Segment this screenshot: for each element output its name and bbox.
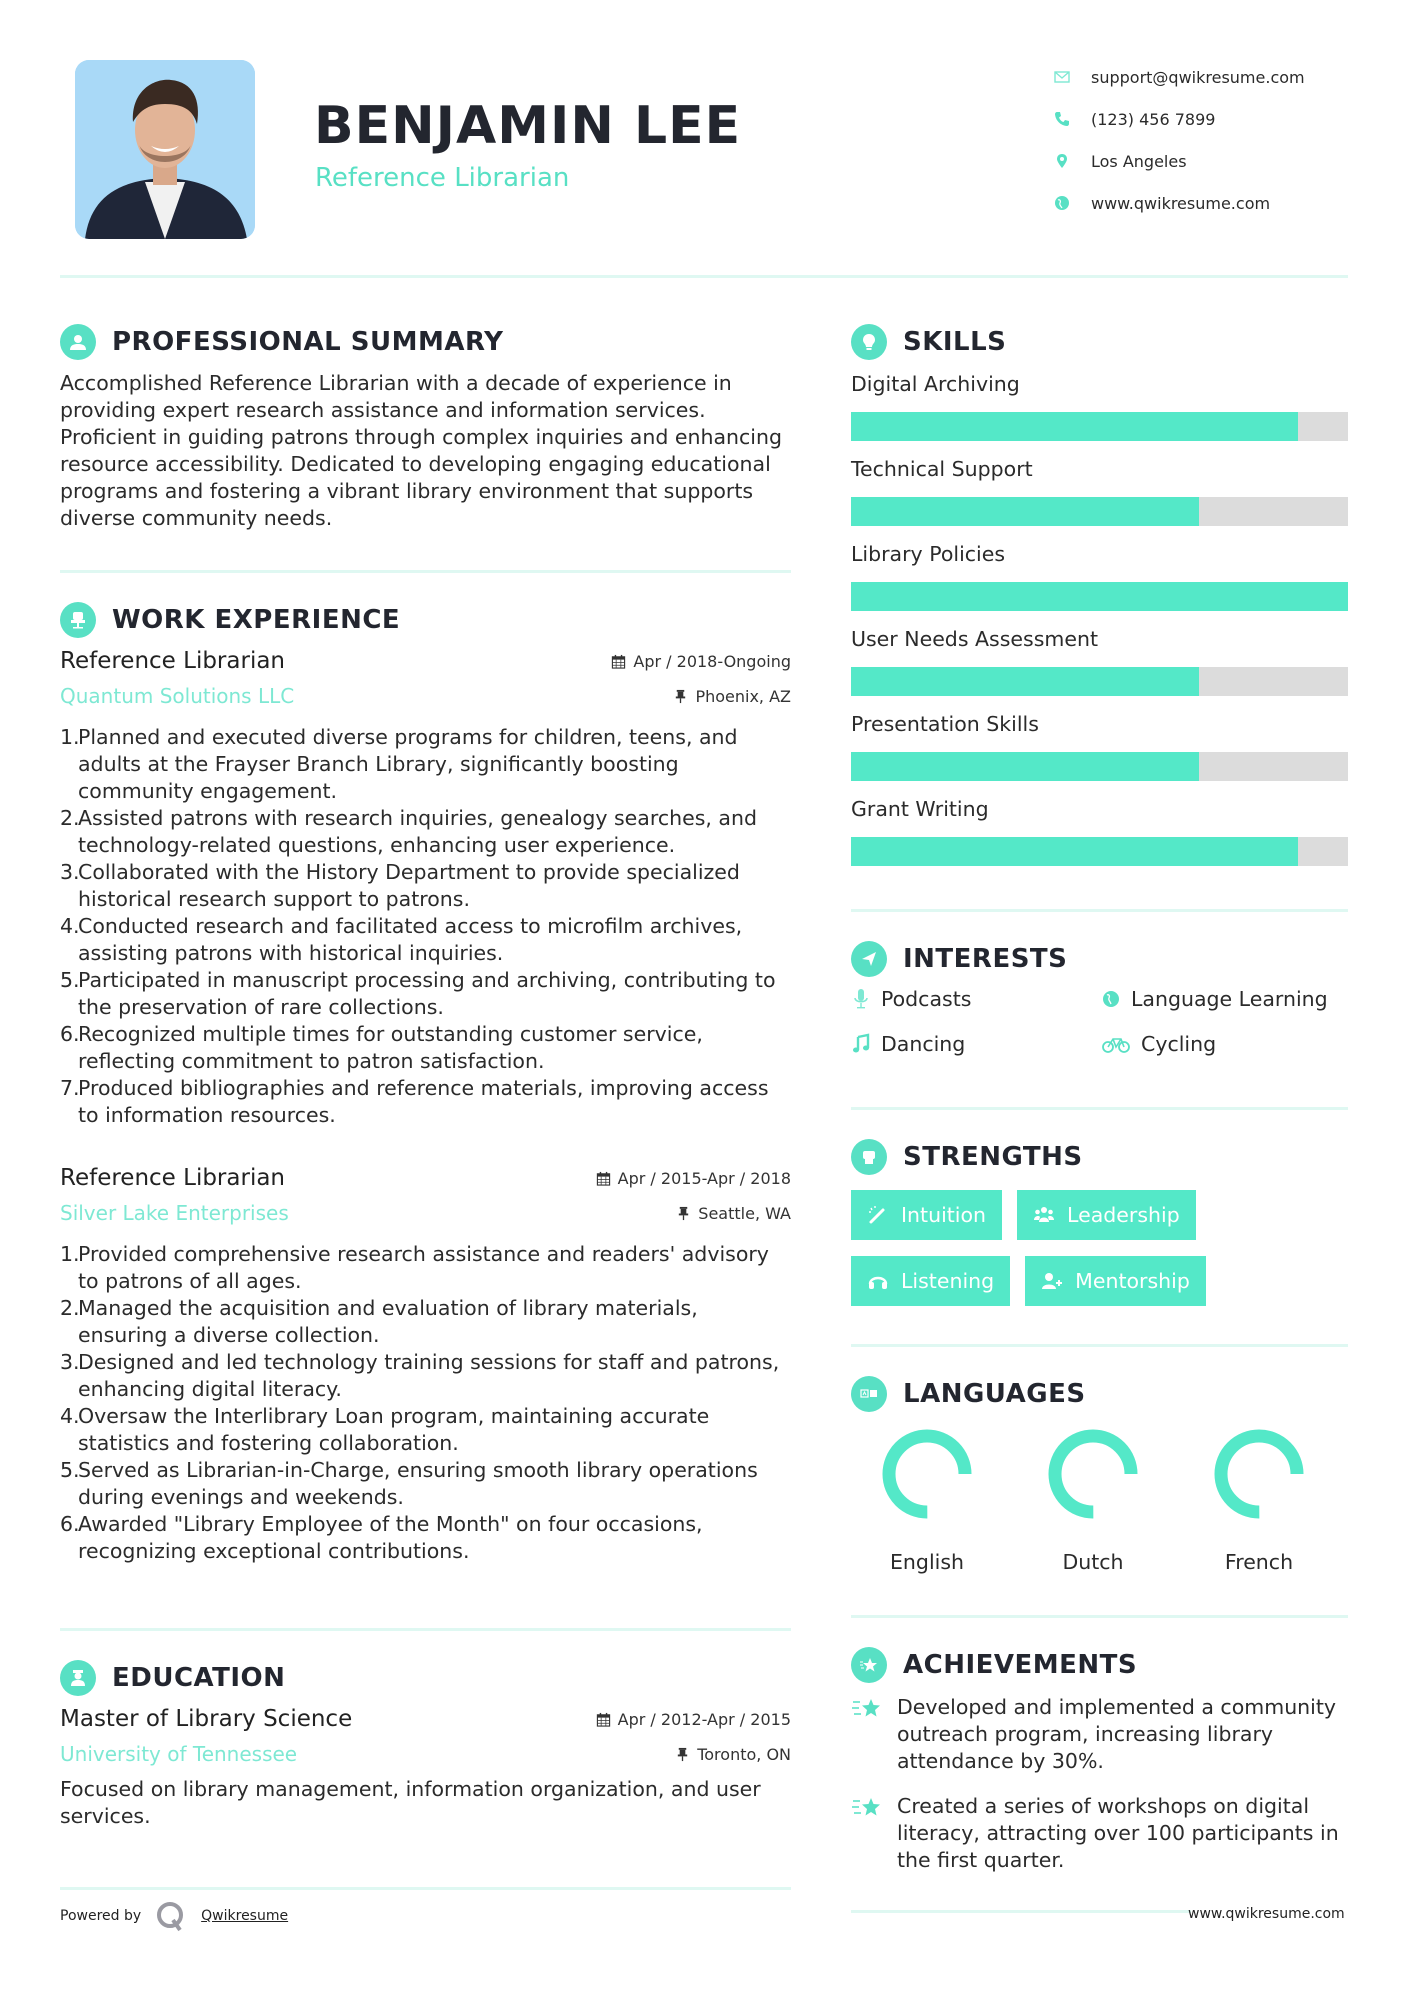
achievements-heading [851, 1647, 1137, 1683]
education-location-text: Toronto, ON [697, 1744, 791, 1764]
lightbulb-icon [851, 324, 887, 360]
paper-plane-icon [851, 941, 887, 977]
experience-title: WORK EXPERIENCE [112, 605, 401, 635]
interest-label: Podcasts [881, 986, 972, 1011]
job-bullet: 6. Recognized multiple times for outstanding customer service, reflecting commitment to patron satisfaction. [60, 1022, 703, 1073]
strengths-title: STRENGTHS [903, 1142, 1083, 1172]
person-portrait-icon [75, 60, 255, 239]
magic-wand-icon [867, 1204, 889, 1226]
language-item [851, 1428, 1017, 1574]
pushpin-icon [676, 1206, 691, 1221]
contact-email-text: support@qwikresume.com [1091, 67, 1305, 87]
skill-bar [851, 497, 1348, 526]
achievements-list [851, 1694, 1351, 1892]
interest-label: Language Learning [1131, 986, 1328, 1011]
job-company: Quantum Solutions LLC [60, 684, 295, 708]
skill-fill [851, 837, 1298, 866]
skill-fill [851, 497, 1199, 526]
contact-phone-text: (123) 456 7899 [1091, 109, 1216, 129]
degree-title: Master of Library Science [60, 1706, 353, 1732]
calendar-icon [611, 654, 626, 669]
bicycle-icon [1101, 1033, 1131, 1055]
language-item [1017, 1428, 1183, 1574]
divider-languages [851, 1615, 1348, 1618]
skill-bar [851, 412, 1348, 441]
language-name: Dutch [1062, 1550, 1124, 1574]
job-location [676, 1204, 791, 1223]
job-company: Silver Lake Enterprises [60, 1201, 289, 1225]
skill-name: Grant Writing [851, 797, 989, 821]
skill-item [851, 540, 1348, 625]
candidate-name: BENJAMIN LEE [314, 96, 742, 156]
contact-list [1053, 56, 1305, 224]
job-bullets [60, 1241, 791, 1565]
job-location-text: Seattle, WA [698, 1203, 791, 1223]
skills-list [851, 370, 1348, 880]
job-dates-text: Apr / 2018-Ongoing [633, 651, 791, 671]
fist-icon [851, 1139, 887, 1175]
language-progress-ring [881, 1428, 973, 1520]
skill-bar [851, 667, 1348, 696]
strength-chip [1017, 1190, 1196, 1240]
job-bullet: 5. Served as Librarian-in-Charge, ensuring smooth library operations during evenings and weekends. [60, 1458, 758, 1509]
divider-summary [60, 570, 791, 573]
job-location-text: Phoenix, AZ [695, 686, 791, 706]
job-bullet: 1. Planned and executed diverse programs for children, teens, and adults at the Frayser Branch Library, significantly boosting community engagement. [60, 725, 738, 803]
globe-icon [1053, 194, 1071, 212]
education-heading [60, 1660, 285, 1696]
achievement-item [851, 1694, 1351, 1775]
skill-name: User Needs Assessment [851, 627, 1098, 651]
divider-interests [851, 1107, 1348, 1110]
skill-fill [851, 752, 1199, 781]
interests-list [851, 985, 1351, 1057]
job-bullet: 2. Managed the acquisition and evaluation of library materials, ensuring a diverse collection. [60, 1296, 698, 1347]
contact-website-text: www.qwikresume.com [1091, 193, 1271, 213]
skill-name: Digital Archiving [851, 372, 1020, 396]
job-title: Reference Librarian [60, 648, 286, 674]
skill-bar [851, 837, 1348, 866]
education-description: Focused on library management, information organization, and user services. [60, 1777, 761, 1828]
skills-title: SKILLS [903, 327, 1007, 357]
skill-name: Library Policies [851, 542, 1006, 566]
interest-item [1101, 1030, 1351, 1057]
qwikresume-link[interactable]: Qwikresume [201, 1908, 289, 1924]
interest-label: Cycling [1141, 1031, 1217, 1056]
job-bullet: 4. Oversaw the Interlibrary Loan program, maintaining accurate statistics and fostering collaboration. [60, 1404, 710, 1455]
divider-experience [60, 1628, 791, 1631]
divider-footer-right [851, 1910, 1191, 1913]
interest-item [851, 985, 1101, 1012]
education-location [675, 1745, 791, 1764]
job-bullet: 7. Produced bibliographies and reference materials, improving access to information resources. [60, 1076, 769, 1127]
languages-heading [851, 1376, 1086, 1412]
contact-location-text: Los Angeles [1091, 151, 1187, 171]
pushpin-icon [675, 1747, 690, 1762]
strengths-list [851, 1190, 1351, 1322]
achievement-text: Developed and implemented a community outreach program, increasing library attendance by 30%. [897, 1695, 1337, 1773]
school-name: University of Tennessee [60, 1742, 298, 1766]
skill-item [851, 795, 1348, 880]
skill-item [851, 625, 1348, 710]
translate-icon [851, 1376, 887, 1412]
envelope-icon [1053, 68, 1071, 86]
divider-skills [851, 909, 1348, 912]
skill-name: Presentation Skills [851, 712, 1039, 736]
education-entry [60, 1706, 791, 1830]
summary-heading [60, 324, 503, 360]
powered-by [60, 1900, 288, 1932]
skill-fill [851, 667, 1199, 696]
strength-label: Leadership [1067, 1203, 1180, 1227]
interest-label: Dancing [881, 1031, 966, 1056]
pushpin-icon [673, 689, 688, 704]
user-plus-icon [1041, 1270, 1063, 1292]
skills-heading [851, 324, 1006, 360]
education-dates [596, 1710, 791, 1729]
divider-education [60, 1887, 791, 1890]
footer-url[interactable]: www.qwikresume.com [1188, 1906, 1345, 1922]
star-icon [851, 1696, 883, 1722]
job-bullet: 3. Collaborated with the History Department to provide specialized historical research support to patrons. [60, 860, 740, 911]
language-progress-ring [1047, 1428, 1139, 1520]
skill-item [851, 455, 1348, 540]
language-name: English [889, 1550, 965, 1574]
qwikresume-logo-icon [155, 1900, 187, 1932]
users-icon [1033, 1204, 1055, 1226]
job-title: Reference Librarian [60, 1165, 286, 1191]
job-location [673, 687, 791, 706]
contact-website[interactable] [1053, 182, 1305, 224]
achievements-title: ACHIEVEMENTS [903, 1650, 1138, 1680]
strength-label: Intuition [901, 1203, 987, 1227]
phone-icon [1053, 110, 1071, 128]
chair-icon [60, 602, 96, 638]
interest-item [1101, 985, 1351, 1012]
strength-label: Mentorship [1075, 1269, 1190, 1293]
skill-bar [851, 582, 1348, 611]
job-bullet: 5. Participated in manuscript processing and archiving, contributing to the preservation of rare collections. [60, 968, 776, 1019]
summary-text: Accomplished Reference Librarian with a decade of experience in providing expert research assistance and information services. Proficient in guiding patrons through complex inquiries and enhancing resource accessibility. Dedicated to developing engaging educational programs and fostering a vibrant library environment that supports diverse community needs. [60, 371, 783, 530]
skill-fill [851, 412, 1298, 441]
contact-email[interactable] [1053, 56, 1305, 98]
contact-phone[interactable] [1053, 98, 1305, 140]
languages-list [851, 1428, 1349, 1574]
microphone-icon [851, 988, 871, 1010]
skill-bar [851, 752, 1348, 781]
strengths-heading [851, 1139, 1083, 1175]
job-bullets [60, 724, 791, 1129]
job-entry [60, 648, 791, 1129]
skill-item [851, 710, 1348, 795]
job-dates [596, 1169, 791, 1188]
achievement-item [851, 1793, 1351, 1874]
contact-location [1053, 140, 1305, 182]
language-progress-ring [1213, 1428, 1305, 1520]
strength-chip [851, 1256, 1010, 1306]
calendar-icon [596, 1171, 611, 1186]
interests-title: INTERESTS [903, 944, 1068, 974]
star-badge-icon [851, 1647, 887, 1683]
calendar-icon [596, 1712, 611, 1727]
strength-label: Listening [901, 1269, 995, 1293]
map-pin-icon [1053, 152, 1071, 170]
divider-strengths [851, 1344, 1348, 1347]
skill-item [851, 370, 1348, 455]
powered-by-label: Powered by [60, 1908, 142, 1924]
job-dates [611, 652, 791, 671]
profile-photo [75, 60, 255, 239]
languages-title: LANGUAGES [903, 1379, 1086, 1409]
skill-name: Technical Support [851, 457, 1033, 481]
experience-heading [60, 602, 400, 638]
graduate-icon [60, 1660, 96, 1696]
headphones-icon [867, 1270, 889, 1292]
skill-fill [851, 582, 1348, 611]
job-bullet: 4. Conducted research and facilitated access to microfilm archives, assisting patrons with historical inquiries. [60, 914, 743, 965]
strength-chip [851, 1190, 1002, 1240]
job-bullet: 3. Designed and led technology training sessions for staff and patrons, enhancing digital literacy. [60, 1350, 780, 1401]
job-bullet: 6. Awarded "Library Employee of the Month" on four occasions, recognizing exceptional contributions. [60, 1512, 703, 1563]
interests-heading [851, 941, 1067, 977]
achievement-text: Created a series of workshops on digital literacy, attracting over 100 participants in the first quarter. [897, 1794, 1339, 1872]
education-dates-text: Apr / 2012-Apr / 2015 [617, 1709, 791, 1729]
summary-title: PROFESSIONAL SUMMARY [112, 327, 504, 357]
language-item [1183, 1428, 1349, 1574]
star-icon [851, 1795, 883, 1821]
job-bullet: 1. Provided comprehensive research assistance and readers' advisory to patrons of all ages. [60, 1242, 769, 1293]
strength-chip [1025, 1256, 1206, 1306]
job-entry [60, 1165, 791, 1565]
candidate-role: Reference Librarian [315, 163, 570, 193]
job-bullet: 2. Assisted patrons with research inquiries, genealogy searches, and technology-related questions, enhancing user experience. [60, 806, 757, 857]
globe-icon [1101, 988, 1121, 1010]
header-divider [60, 275, 1348, 278]
education-title: EDUCATION [112, 1663, 286, 1693]
interest-item [851, 1030, 1101, 1057]
music-note-icon [851, 1033, 871, 1055]
user-icon [60, 324, 96, 360]
job-dates-text: Apr / 2015-Apr / 2018 [617, 1168, 791, 1188]
language-name: French [1224, 1550, 1294, 1574]
